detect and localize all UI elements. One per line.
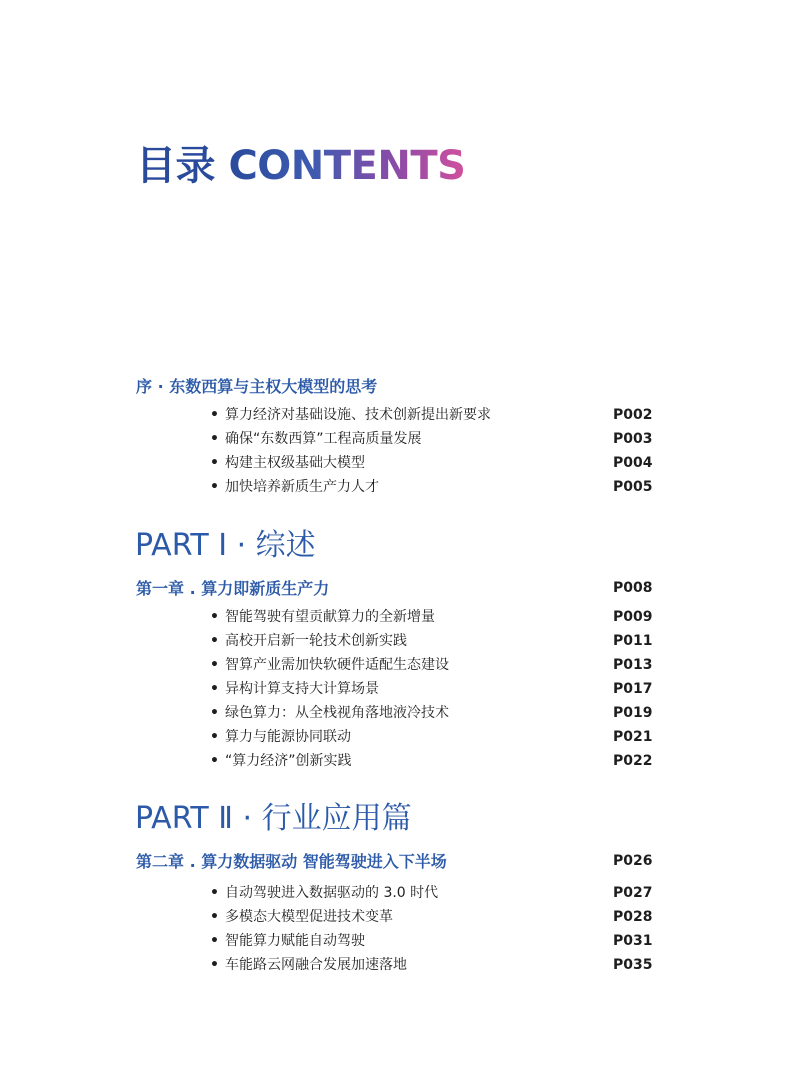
toc-item[interactable] [210, 907, 653, 927]
toc-item-label: 构建主权级基础大模型 [225, 455, 365, 471]
title-cn: 目录 [136, 143, 215, 189]
toc-item-label: 智能驾驶有望贡献算力的全新增量 [225, 609, 435, 625]
toc-item-page: P011 [613, 633, 653, 649]
bullet: • [210, 933, 219, 949]
toc-item[interactable] [210, 453, 653, 473]
page-title [136, 140, 465, 192]
bullet: • [210, 431, 219, 447]
toc-item-label: 高校开启新一轮技术创新实践 [225, 633, 407, 649]
toc-item-label: 异构计算支持大计算场景 [225, 681, 379, 697]
toc-item-label: 算力与能源协同联动 [225, 729, 351, 745]
toc-item-label: 加快培养新质生产力人才 [225, 479, 379, 495]
preface-heading: 序 · 东数西算与主权大模型的思考 [136, 377, 378, 396]
bullet: • [210, 609, 219, 625]
bullet: • [210, 753, 219, 769]
toc-item[interactable] [210, 631, 653, 651]
toc-item-page: P031 [613, 933, 653, 949]
toc-item[interactable] [210, 703, 653, 723]
bullet: • [210, 957, 219, 973]
toc-item[interactable] [210, 607, 653, 627]
toc-item[interactable] [210, 751, 653, 771]
toc-item-page: P022 [613, 753, 653, 769]
toc-item-label: 自动驾驶进入数据驱动的 3.0 时代 [225, 885, 439, 901]
toc-item-label: 确保“东数西算”工程高质量发展 [225, 431, 422, 447]
toc-item[interactable] [210, 931, 653, 951]
toc-item-page: P009 [613, 609, 653, 625]
toc-item-page: P005 [613, 479, 653, 495]
toc-item[interactable] [210, 883, 653, 903]
toc-item-label: 算力经济对基础设施、技术创新提出新要求 [225, 407, 491, 423]
bullet: • [210, 657, 219, 673]
bullet: • [210, 479, 219, 495]
title-en: CONTENTS [228, 143, 466, 189]
toc-item-label: “算力经济”创新实践 [225, 753, 352, 769]
chapter-2-heading[interactable]: 第二章 . 算力数据驱动 智能驾驶进入下半场 [136, 852, 447, 871]
toc-item-page: P028 [613, 909, 653, 925]
toc-item-label: 智能算力赋能自动驾驶 [225, 933, 365, 949]
bullet: • [210, 729, 219, 745]
toc-item-page: P002 [613, 407, 653, 423]
bullet: • [210, 407, 219, 423]
toc-item-page: P003 [613, 431, 653, 447]
chapter-1-page: P008 [613, 580, 653, 596]
toc-item[interactable] [210, 405, 653, 425]
toc-item[interactable] [210, 679, 653, 699]
part-1-heading: PART Ⅰ · 综述 [135, 528, 316, 563]
toc-item[interactable] [210, 477, 653, 497]
toc-item-label: 智算产业需加快软硬件适配生态建设 [225, 657, 449, 673]
bullet: • [210, 909, 219, 925]
bullet: • [210, 705, 219, 721]
chapter-2-page: P026 [613, 853, 653, 869]
toc-item-page: P019 [613, 705, 653, 721]
toc-item-page: P027 [613, 885, 653, 901]
bullet: • [210, 633, 219, 649]
toc-item-page: P017 [613, 681, 653, 697]
toc-item-page: P013 [613, 657, 653, 673]
toc-item[interactable] [210, 429, 653, 449]
bullet: • [210, 885, 219, 901]
bullet: • [210, 455, 219, 471]
toc-item[interactable] [210, 655, 653, 675]
toc-item-label: 车能路云网融合发展加速落地 [225, 957, 407, 973]
bullet: • [210, 681, 219, 697]
toc-item-page: P035 [613, 957, 653, 973]
part-2-heading: PART Ⅱ · 行业应用篇 [135, 801, 412, 836]
toc-item-page: P004 [613, 455, 653, 471]
toc-item[interactable] [210, 727, 653, 747]
chapter-1-heading[interactable]: 第一章 . 算力即新质生产力 [136, 579, 330, 598]
toc-item-label: 绿色算力：从全栈视角落地液冷技术 [225, 705, 449, 721]
toc-item[interactable] [210, 955, 653, 975]
toc-item-label: 多模态大模型促进技术变革 [225, 909, 393, 925]
toc-item-page: P021 [613, 729, 653, 745]
